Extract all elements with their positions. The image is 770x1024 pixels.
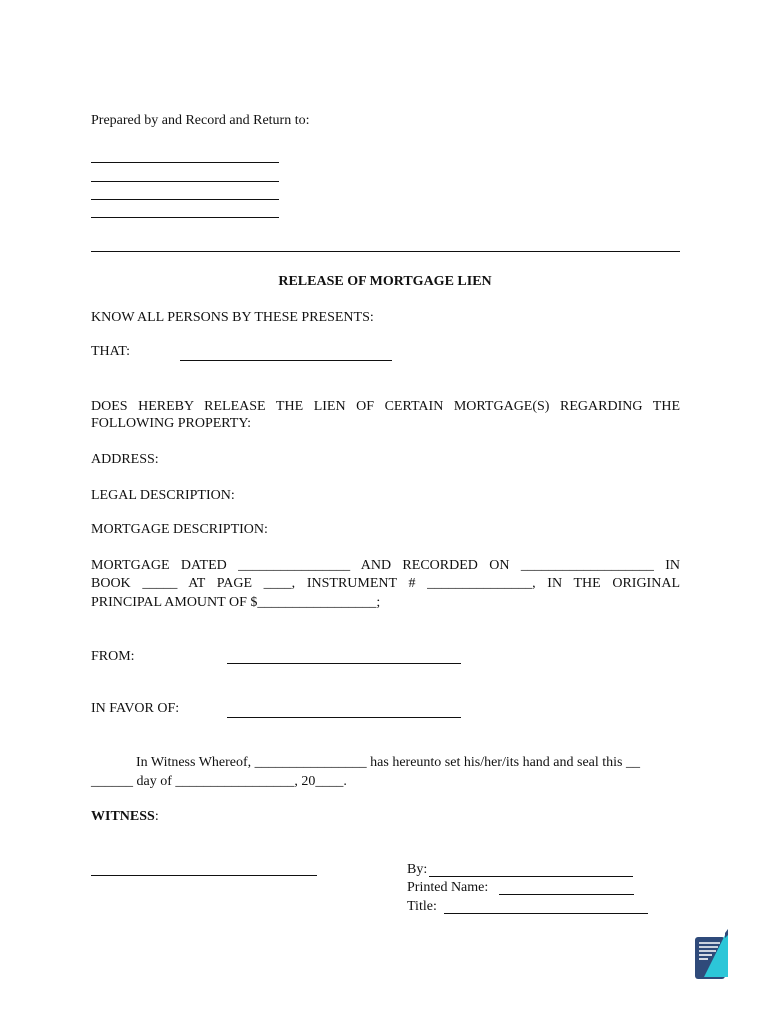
- by-label: By:: [407, 862, 428, 877]
- release-statement-line-1: [91, 398, 680, 416]
- title-label: Title:: [407, 899, 437, 914]
- release-statement-line-2: FOLLOWING PROPERTY:: [91, 416, 252, 431]
- mortgage-details-line-2: BOOK _____ AT PAGE ____, INSTRUMENT # _______________, IN THE ORIGINAL: [91, 576, 680, 591]
- witness-clause-line-1: In Witness Whereof, ________________ has hereunto set his/her/its hand and seal this __: [136, 755, 640, 770]
- return-address-line-4[interactable]: [91, 217, 279, 218]
- header-divider: [91, 251, 680, 252]
- mortgage-details-line-1: MORTGAGE DATED ________________ AND RECORDED ON ___________________ IN: [91, 558, 680, 573]
- that-label: THAT:: [91, 344, 130, 359]
- mortgage-details-line-3: PRINCIPAL AMOUNT OF $_________________;: [91, 595, 381, 610]
- return-address-line-2[interactable]: [91, 181, 279, 182]
- printed-name-field[interactable]: [499, 894, 634, 895]
- return-address-line-1[interactable]: [91, 162, 279, 163]
- address-label: ADDRESS:: [91, 452, 159, 467]
- prepared-by-label: Prepared by and Record and Return to:: [91, 113, 310, 128]
- by-signature-field[interactable]: [429, 876, 633, 877]
- witness-heading-text: WITNESS: [91, 809, 155, 824]
- document-title: RELEASE OF MORTGAGE LIEN: [278, 274, 492, 289]
- printed-name-label: Printed Name:: [407, 880, 489, 895]
- witness-heading: [91, 808, 159, 826]
- know-all-persons: KNOW ALL PERSONS BY THESE PRESENTS:: [91, 310, 374, 325]
- in-favor-of-field[interactable]: [227, 717, 461, 718]
- return-address-line-3[interactable]: [91, 199, 279, 200]
- release-statement-text: DOES HEREBY RELEASE THE LIEN OF CERTAIN MORTGAGE(S) REGARDING THE: [91, 399, 680, 414]
- witness-clause-line-2: ______ day of _________________, 20____.: [91, 774, 347, 789]
- releasor-name-field[interactable]: [180, 360, 392, 361]
- witness-heading-colon: :: [154, 809, 159, 824]
- title-field[interactable]: [444, 913, 648, 914]
- document-pen-icon: [694, 929, 730, 981]
- mortgage-description-label: MORTGAGE DESCRIPTION:: [91, 522, 268, 537]
- from-label: FROM:: [91, 649, 135, 664]
- witness-signature-line[interactable]: [91, 875, 317, 876]
- from-field[interactable]: [227, 663, 461, 664]
- in-favor-of-label: IN FAVOR OF:: [91, 701, 180, 716]
- legal-description-label: LEGAL DESCRIPTION:: [91, 488, 235, 503]
